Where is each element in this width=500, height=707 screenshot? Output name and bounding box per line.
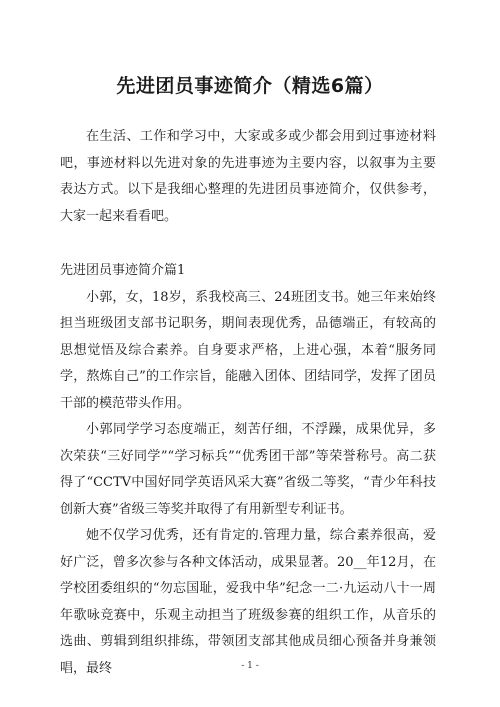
page-number: - 1 -	[241, 661, 259, 671]
document-title: 先进团员事迹简介（精选6篇）	[116, 75, 384, 97]
intro-paragraph: 在生活、工作和学习中，大家或多或少都会用到过事迹材料吧，事迹材料以先进对象的先进事迹为主要内容，以叙事为主要表达方式。以下是我细心整理的先进团员事迹简介，仅供参考，大家一起来看看吧。	[60, 129, 436, 224]
paragraph-spacer	[60, 230, 436, 258]
body-paragraph-1: 小郭，女，18岁，系我校高三、24班团支书。她三年来始终担当班级团支部书记职务，期间表现优秀，品德端正，有较高的思想觉悟及综合素养。自身要求严格，上进心强，本着“服务同学，熬炼自己”的工作宗旨，能融入团体、团结同学，发挥了团员干部的模范带头作用。	[60, 289, 436, 411]
body-paragraph-2: 小郭同学学习态度端正，刻苦仔细，不浮躁，成果优异，多次荣获“三好同学”“学习标兵”“优秀团干部”等荣誉称号。高二获得了“CCTV中国好同学英语风采大赛”省级二等奖，“青少年科技创新大赛”省级三等奖并取得了有用新型专利证书。	[60, 422, 436, 517]
body-paragraph-3: 她不仅学习优秀，还有肯定的.管理力量，综合素养很高，爱好广泛，曾多次参与各种文体活动，成果显著。20__年12月，在学校团委组织的“勿忘国耻，爱我中华”纪念一二·九运动八十一周年歌咏竞赛中，乐观主动担当了班级参赛的组织工作，从音乐的选曲、剪辑到组织排练，带领团支部其他成员细心预备并身兼领唱，最终	[60, 528, 436, 676]
section-heading: 先进团员事迹简介篇1	[60, 263, 186, 278]
document-body	[60, 124, 436, 682]
